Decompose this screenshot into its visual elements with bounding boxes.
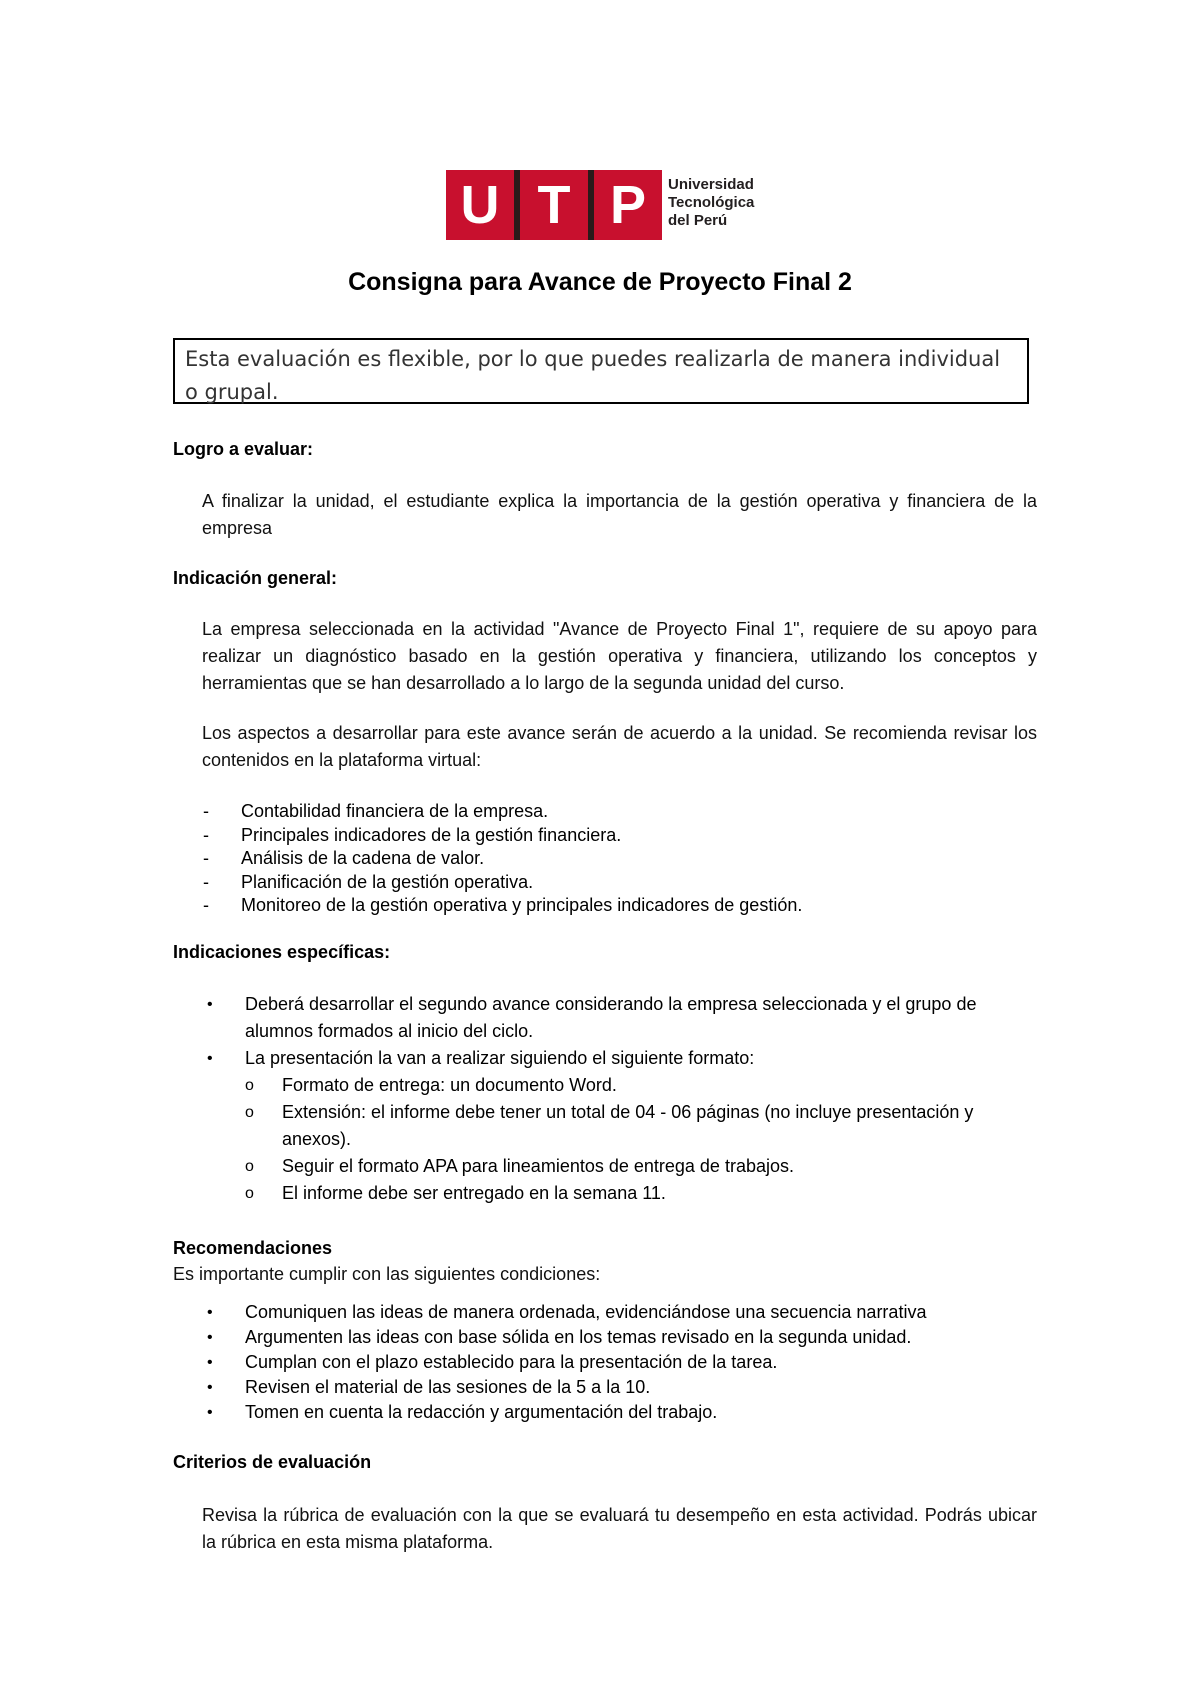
sublist-item	[245, 1072, 1037, 1099]
list-item-text: Planificación de la gestión operativa.	[241, 871, 534, 892]
list-item	[173, 1300, 1037, 1325]
logo-line: Universidad	[668, 176, 754, 193]
bullet-marker: •	[207, 996, 213, 1013]
list-item	[173, 991, 1037, 1045]
logo-line: Tecnológica	[668, 194, 755, 211]
list-item	[173, 871, 802, 895]
logo-line: del Perú	[668, 212, 728, 229]
bullet-marker: •	[207, 1329, 213, 1346]
logro-heading: Logro a evaluar:	[173, 439, 314, 459]
bullet-marker: •	[207, 1304, 213, 1321]
logo-letter-t: T	[520, 170, 588, 240]
bullet-marker: •	[207, 1354, 213, 1371]
dash-marker: -	[203, 801, 209, 821]
list-item	[173, 1350, 1037, 1375]
list-item	[173, 1045, 1037, 1207]
dash-marker: -	[203, 848, 209, 868]
circle-marker: o	[245, 1104, 254, 1121]
list-item-text: Deberá desarrollar el segundo avance considerando la empresa seleccionada y el grupo de alumnos formados al inicio del ciclo.	[245, 994, 977, 1041]
list-item-text: Principales indicadores de la gestión financiera.	[241, 824, 622, 845]
dash-marker: -	[203, 871, 209, 892]
sublist-item-text: Formato de entrega: un documento Word.	[282, 1075, 617, 1095]
circle-marker: o	[245, 1185, 254, 1202]
sublist-item-text: Seguir el formato APA para lineamientos de entrega de trabajos.	[282, 1156, 794, 1176]
page-title: Consigna para Avance de Proyecto Final 2	[348, 268, 852, 296]
list-item	[173, 800, 802, 824]
list-item-text: Cumplan con el plazo establecido para la presentación de la tarea.	[245, 1352, 778, 1372]
list-item-text: Contabilidad financiera de la empresa.	[241, 801, 549, 821]
bullet-marker: •	[207, 1050, 213, 1067]
especificas-list	[173, 991, 1037, 1207]
list-item-text: Monitoreo de la gestión operativa y principales indicadores de gestión.	[241, 895, 803, 915]
sublist-item	[245, 1180, 1037, 1207]
indicaciones-especificas-heading: Indicaciones específicas:	[173, 942, 391, 962]
recomendaciones-list	[173, 1300, 1037, 1425]
bullet-marker: •	[207, 1404, 213, 1421]
format-sublist	[245, 1072, 1037, 1207]
sublist-item	[245, 1099, 1037, 1153]
sublist-item-text: El informe debe ser entregado en la semana 11.	[282, 1183, 666, 1203]
logro-text: A finalizar la unidad, el estudiante explica la importancia de la gestión operativa y financiera de la empresa	[202, 491, 1037, 538]
list-item	[173, 1325, 1037, 1350]
circle-marker: o	[245, 1158, 254, 1175]
list-item-text: Argumenten las ideas con base sólida en los temas revisado en la segunda unidad.	[245, 1327, 912, 1347]
circle-marker: o	[245, 1077, 254, 1094]
logo-wordmark	[668, 176, 754, 230]
utp-logo	[446, 170, 776, 240]
dash-marker: -	[203, 895, 209, 915]
list-item-text: Tomen en cuenta la redacción y argumentación del trabajo.	[245, 1402, 718, 1422]
flexible-evaluation-notice: Esta evaluación es flexible, por lo que puedes realizarla de manera individual o grupal.	[173, 338, 1029, 404]
list-item	[173, 824, 802, 848]
list-item	[173, 847, 802, 871]
criterios-text: Revisa la rúbrica de evaluación con la que se evaluará tu desempeño en esta actividad. Podrás ubicar la rúbrica en esta misma plataforma.	[202, 1505, 1037, 1552]
sublist-item	[245, 1153, 1037, 1180]
list-item-text: La presentación la van a realizar siguiendo el siguiente formato:	[245, 1048, 755, 1068]
logo-letter-u: U	[446, 170, 514, 240]
indicacion-general-paragraph: La empresa seleccionada en la actividad "Avance de Proyecto Final 1", requiere de su apoyo para realizar un diagnóstico basado en la gestión operativa y financiera, utilizando los conceptos y herramientas que se han desarrollado a lo largo de la segunda unidad del curso.	[202, 619, 1037, 693]
recomendaciones-intro: Es importante cumplir con las siguientes condiciones:	[173, 1264, 601, 1284]
list-item	[173, 894, 802, 918]
criterios-heading: Criterios de evaluación	[173, 1452, 372, 1472]
logo-letter-p: P	[594, 170, 662, 240]
list-item-text: Revisen el material de las sesiones de la 5 a la 10.	[245, 1377, 651, 1397]
list-item	[173, 1375, 1037, 1400]
dash-marker: -	[203, 824, 209, 845]
aspectos-list	[173, 800, 802, 918]
recomendaciones-heading: Recomendaciones	[173, 1238, 333, 1258]
list-item-text: Comuniquen las ideas de manera ordenada, evidenciándose una secuencia narrativa	[245, 1302, 927, 1322]
list-item-text: Análisis de la cadena de valor.	[241, 848, 485, 868]
bullet-marker: •	[207, 1379, 213, 1396]
aspectos-paragraph: Los aspectos a desarrollar para este avance serán de acuerdo a la unidad. Se recomienda revisar los contenidos en la plataforma virtual:	[202, 723, 1037, 770]
sublist-item-text: Extensión: el informe debe tener un total de 04 - 06 páginas (no incluye presentación y anexos).	[282, 1102, 974, 1149]
indicacion-general-heading: Indicación general:	[173, 568, 338, 588]
list-item	[173, 1400, 1037, 1425]
